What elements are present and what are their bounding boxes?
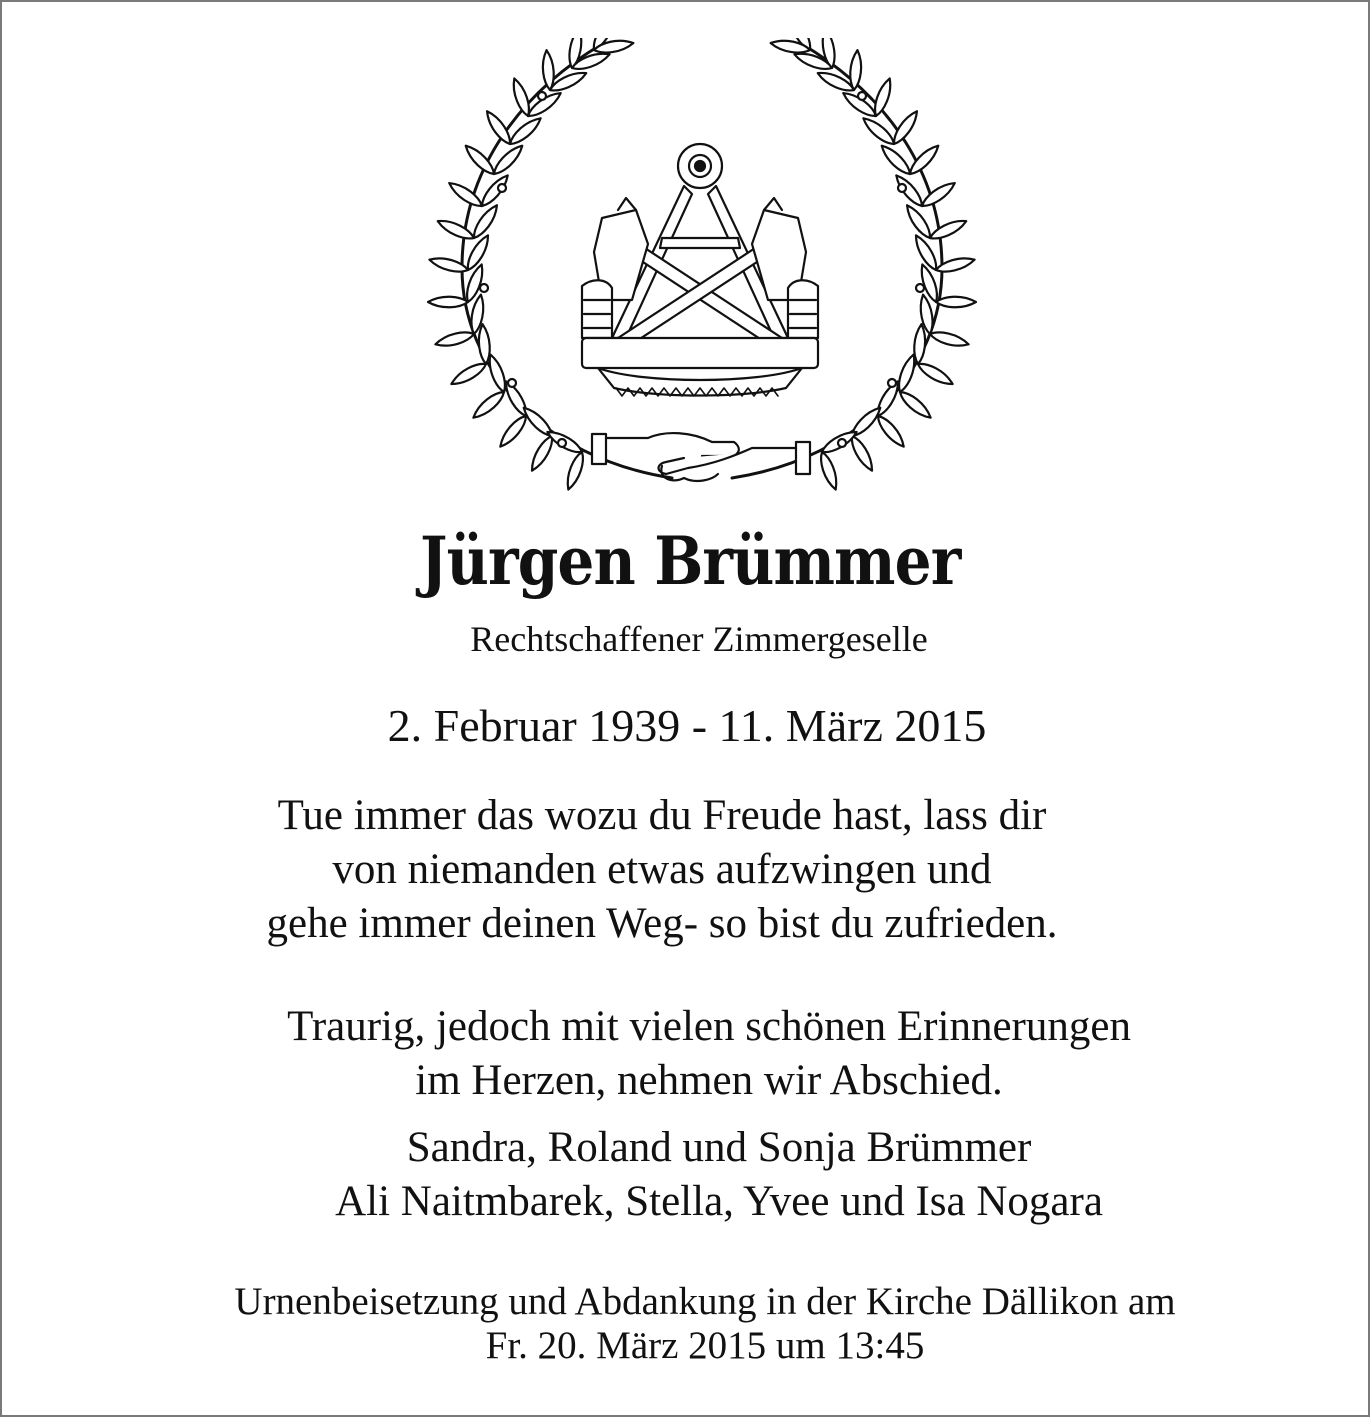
service-announcement (20, 1280, 1370, 1368)
service-line: Fr. 20. März 2015 um 13:45 (485, 1324, 925, 1367)
quote-line: gehe immer deinen Weg- so bist du zufrieden. (266, 900, 1058, 947)
deceased-name: Jürgen Brümmer (420, 522, 961, 600)
family-signatories (34, 1121, 1370, 1229)
farewell-line: Traurig, jedoch mit vielen schönen Erinnerungen (287, 1003, 1131, 1050)
deceased-subtitle: Rechtschaffener Zimmergeselle (470, 619, 928, 659)
carpenter-guild-emblem-icon (422, 38, 982, 498)
life-dates: 2. Februar 1939 - 11. März 2015 (387, 700, 987, 751)
quote-line: Tue immer das wozu du Freude hast, lass dir (277, 792, 1047, 839)
service-line: Urnenbeisetzung und Abdankung in der Kirche Dällikon am (234, 1280, 1176, 1323)
farewell-message (24, 1000, 1370, 1108)
quote-line: von niemanden etwas aufzwingen und (332, 846, 992, 893)
farewell-line: im Herzen, nehmen wir Abschied. (415, 1057, 1003, 1104)
family-line: Sandra, Roland und Sonja Brümmer (406, 1124, 1032, 1171)
family-line: Ali Naitmbarek, Stella, Yvee und Isa Nogara (335, 1178, 1103, 1225)
handshake-icon (592, 433, 810, 481)
memorial-quote (0, 789, 1347, 951)
